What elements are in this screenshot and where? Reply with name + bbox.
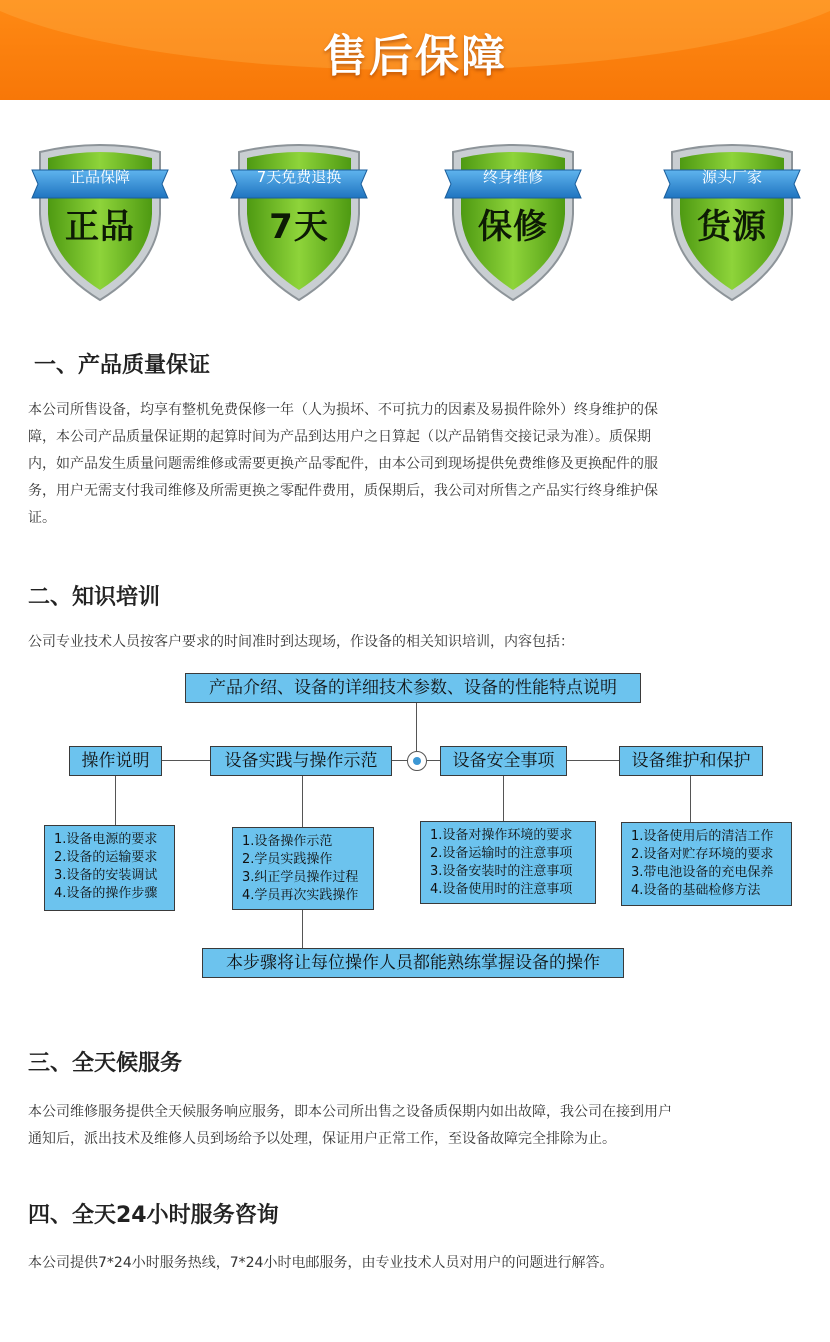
connector-line	[115, 775, 116, 826]
diagram-list-maintenance	[621, 822, 792, 906]
text-line: 本公司所售设备，均享有整机免费保修一年（人为损坏、不可抗力的因素及易损件除外）终身维护的保	[28, 402, 658, 418]
shield-badge-factory-source	[662, 144, 802, 304]
list-item: 4.学员再次实践操作	[242, 888, 359, 903]
connector-line	[416, 702, 417, 751]
shield-badge-warranty	[443, 144, 583, 304]
diagram-hub-node	[407, 751, 427, 771]
list-item: 1.设备对操作环境的要求	[430, 828, 573, 843]
text-line: 障，本公司产品质量保证期的起算时间为产品到达用户之日算起（以产品销售交接记录为准）。质保期	[28, 429, 651, 445]
section-title-training: 二、知识培训	[28, 585, 161, 610]
list-item: 1.设备电源的要求	[54, 832, 158, 847]
connector-line	[302, 909, 303, 949]
connector-line	[503, 775, 504, 822]
text-line: 内，如产品发生质量问题需维修或需要更换产品零配件，由本公司到现场提供免费维修及更换配件的服	[28, 456, 658, 472]
connector-line	[160, 760, 212, 761]
text-line: 证。	[28, 510, 56, 526]
list-item: 4.设备的操作步骤	[54, 886, 158, 901]
section-text-allday-service	[28, 1099, 672, 1153]
list-item: 2.设备的运输要求	[54, 850, 158, 865]
shield-badge-7day-return	[229, 144, 369, 304]
diagram-list-operation	[44, 825, 175, 911]
text-line: 公司专业技术人员按客户要求的时间准时到达现场，作设备的相关知识培训，内容包括：	[28, 634, 574, 650]
diagram-head-maintenance: 设备维护和保护	[619, 746, 763, 776]
section-text-quality	[28, 397, 658, 532]
diagram-list-safety	[420, 821, 596, 904]
shield-ribbon-text: 终身维修	[482, 168, 543, 186]
shield-big-text: 7天	[269, 207, 329, 247]
shield-big-text: 正品	[65, 207, 135, 247]
header-banner	[0, 0, 830, 100]
text-line: 务，用户无需支付我司维修及所需更换之零配件费用，质保期后，我公司对所售之产品实行终身维护保	[28, 483, 658, 499]
diagram-list-practice	[232, 827, 374, 910]
list-item: 3.设备安装时的注意事项	[430, 864, 573, 879]
list-item: 4.设备的基础检修方法	[631, 883, 761, 898]
section-text-24h-consult	[28, 1250, 613, 1277]
shield-big-text: 货源	[697, 207, 767, 247]
text-line: 通知后，派出技术及维修人员到场给予以处理，保证用户正常工作，至设备故障完全排除为止。	[28, 1131, 616, 1147]
text-line: 本公司提供7*24小时服务热线，7*24小时电邮服务，由专业技术人员对用户的问题进行解答。	[28, 1255, 614, 1271]
shield-ribbon-text: 源头厂家	[701, 168, 762, 186]
page-title: 售后保障	[323, 31, 507, 82]
list-item: 3.带电池设备的充电保养	[631, 865, 774, 880]
diagram-head-safety: 设备安全事项	[440, 746, 567, 776]
list-item: 2.设备运输时的注意事项	[430, 846, 573, 861]
shield-ribbon-text: 7天免费退换	[256, 168, 342, 186]
section-title-quality: 一、产品质量保证	[34, 353, 211, 378]
list-item: 1.设备操作示范	[242, 834, 333, 849]
diagram-bottom-box: 本步骤将让每位操作人员都能熟练掌握设备的操作	[202, 948, 624, 978]
text-line: 本公司维修服务提供全天候服务响应服务，即本公司所出售之设备质保期内如出故障，我公司在接到用户	[28, 1104, 672, 1120]
section-title-allday-service: 三、全天候服务	[28, 1051, 183, 1076]
list-item: 2.设备对贮存环境的要求	[631, 847, 774, 862]
connector-line	[302, 775, 303, 828]
list-item: 2.学员实践操作	[242, 852, 333, 867]
section-title-24h-consult: 四、全天24小时服务咨询	[28, 1203, 279, 1228]
list-item: 3.设备的安装调试	[54, 868, 158, 883]
list-item: 1.设备使用后的清洁工作	[631, 829, 774, 844]
section-text-training	[28, 629, 574, 656]
diagram-head-operation: 操作说明	[69, 746, 162, 776]
diagram-top-box: 产品介绍、设备的详细技术参数、设备的性能特点说明	[185, 673, 641, 703]
connector-line	[391, 760, 407, 761]
shield-big-text: 保修	[478, 207, 548, 247]
connector-line	[427, 760, 441, 761]
connector-line	[566, 760, 620, 761]
list-item: 3.纠正学员操作过程	[242, 870, 359, 885]
list-item: 4.设备使用时的注意事项	[430, 882, 573, 897]
connector-line	[690, 775, 691, 823]
diagram-head-practice: 设备实践与操作示范	[210, 746, 392, 776]
shield-ribbon-text: 正品保障	[69, 168, 130, 186]
shield-badge-genuine	[30, 144, 170, 304]
